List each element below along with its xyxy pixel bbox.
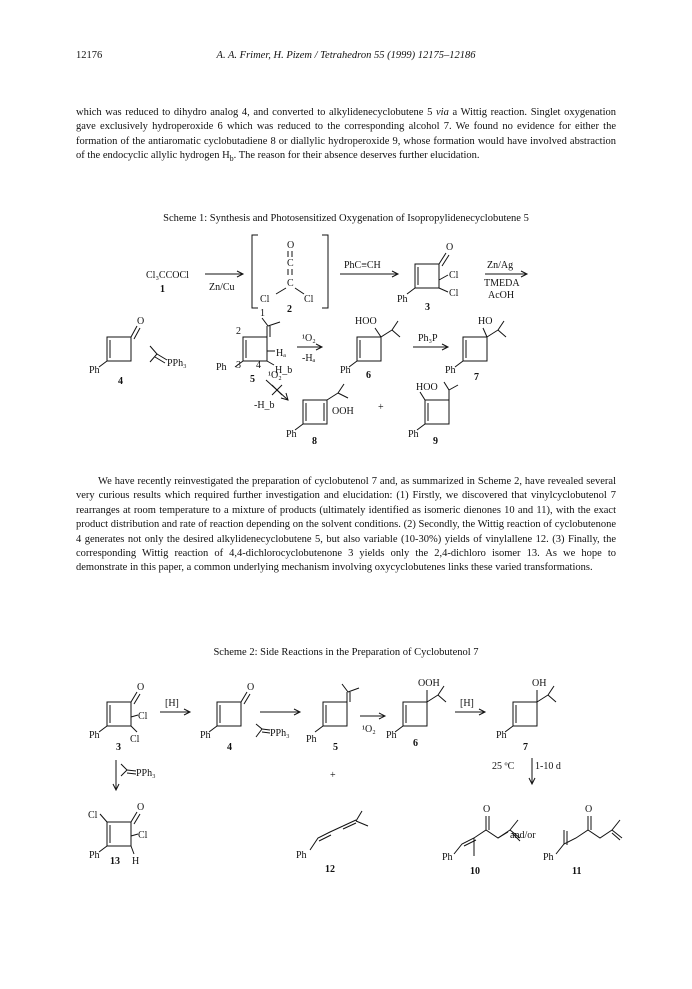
svg-text:Ph: Ph: [89, 850, 100, 861]
svg-text:O: O: [247, 682, 255, 693]
s2-compound-6-number: 6: [413, 738, 418, 749]
svg-text:O: O: [137, 682, 145, 693]
svg-text:HOO: HOO: [416, 382, 438, 393]
svg-text:Ph: Ph: [340, 365, 351, 376]
svg-text:H: H: [132, 856, 140, 867]
svg-text:Cl: Cl: [88, 810, 98, 821]
svg-text:Ph: Ph: [397, 294, 408, 305]
svg-text:PPh₃: PPh₃: [167, 358, 187, 369]
compound-6-number: 6: [366, 370, 371, 381]
scheme2-caption: Scheme 2: Side Reactions in the Preparation of Cyclobutenol 7: [213, 647, 479, 658]
svg-text:Zn/Ag: Zn/Ag: [487, 260, 514, 271]
svg-text:Ph: Ph: [543, 852, 554, 863]
scheme2-figure: [0, 662, 692, 907]
svg-text:and/or: and/or: [510, 830, 536, 841]
svg-text:OOH: OOH: [418, 678, 440, 689]
compound-2-number: 2: [287, 304, 292, 315]
svg-text:HO: HO: [478, 316, 493, 327]
svg-text:25 ºC: 25 ºC: [492, 761, 515, 772]
svg-text:Cl: Cl: [449, 288, 459, 299]
compound-4-number: 4: [118, 376, 123, 387]
svg-text:TMEDA: TMEDA: [484, 278, 520, 289]
svg-text:OH: OH: [532, 678, 547, 689]
svg-text:O: O: [585, 804, 593, 815]
svg-text:1: 1: [260, 308, 265, 319]
compound-10-number: 10: [470, 866, 480, 877]
svg-text:O: O: [137, 316, 145, 327]
svg-text:+: +: [330, 770, 336, 781]
svg-text:Cl: Cl: [138, 711, 148, 722]
svg-text:Cl: Cl: [449, 270, 459, 281]
svg-text:¹O₂: ¹O₂: [362, 724, 376, 735]
paragraph-intro: which was reduced to dihydro analog 4, and converted to alkylidenecyclobutene 5 via a Wittig reaction. Singlet oxygenation gave exclusively hydroperoxide 6 which was reduced to the corresponding alcohol 7. We found no evidence for either the formation of the antiaromatic cyclobutadiene 8 or diallylic hydroperoxide 9, whose formation would have involved abstraction of the endocyclic allylic hydrogen $H_b$. The reason for their absence deserves further elucidation.: [76, 107, 616, 164]
svg-text:2: 2: [236, 326, 241, 337]
compound-3-number: 3: [425, 302, 430, 313]
svg-text:4: 4: [256, 360, 261, 371]
svg-text:AcOH: AcOH: [488, 290, 515, 301]
page-number: 12176: [76, 50, 103, 61]
svg-text:Ph₃P: Ph₃P: [418, 333, 438, 344]
s2-compound-3-number: 3: [116, 742, 121, 753]
svg-text:Ph: Ph: [296, 850, 307, 861]
svg-text:Ph: Ph: [286, 429, 297, 440]
svg-text:PPh₃: PPh₃: [270, 728, 290, 739]
svg-text:Ph: Ph: [408, 429, 419, 440]
svg-text:Cl: Cl: [260, 294, 270, 305]
svg-text:Ph: Ph: [89, 365, 100, 376]
svg-text:¹O₂: ¹O₂: [302, 333, 316, 344]
svg-text:Ph: Ph: [496, 730, 507, 741]
compound-1-number: 1: [160, 284, 165, 295]
svg-text:O: O: [483, 804, 491, 815]
svg-text:1-10 d: 1-10 d: [535, 761, 561, 772]
svg-text:¹O₂: ¹O₂: [268, 370, 282, 381]
svg-text:Ph: Ph: [386, 730, 397, 741]
compound-8-number: 8: [312, 436, 317, 447]
svg-text:Ph: Ph: [89, 730, 100, 741]
s2-compound-4-number: 4: [227, 742, 232, 753]
compound-7-number: 7: [474, 372, 479, 383]
svg-text:Cl: Cl: [304, 294, 314, 305]
scheme1-figure: [0, 230, 692, 465]
running-title: A. A. Frimer, H. Pizem / Tetrahedron 55 (1999) 12175–12186: [216, 50, 476, 61]
svg-text:[H]: [H]: [165, 698, 179, 709]
svg-text:Ph: Ph: [445, 365, 456, 376]
compound-11-number: 11: [572, 866, 582, 877]
svg-text:Cl: Cl: [130, 734, 140, 745]
compound-13-number: 13: [110, 856, 120, 867]
svg-text:C: C: [287, 258, 294, 269]
svg-text:Ph: Ph: [216, 362, 227, 373]
svg-text:HOO: HOO: [355, 316, 377, 327]
compound-9-number: 9: [433, 436, 438, 447]
svg-text:-H_b: -H_b: [254, 400, 275, 411]
svg-text:Hₐ: Hₐ: [276, 348, 286, 359]
svg-text:3: 3: [236, 360, 241, 371]
paragraph-reinvestigation: We have recently reinvestigated the preparation of cyclobutenol 7 and, as summarized in Scheme 2, have revealed several very curious results which required further investigation and elucidation: (1) Firstly, we discovered that vinylcyclobutenol 7 rearranges at room temperature to a mixture of products (ultimately identified as isomeric dienones 10 and 11), with the exact product distribution and rate of reaction depending on the solvent conditions. (2) Secondly, the Wittig reaction of cyclobutenone 4 generates not only the desired alkylidenecyclobutene 5, but also variable (10-30%) yields of vinylallene 12. (3) Finally, the corresponding Wittig reaction of 4,4-dichlorocyclobutenone 3 yields only the 2,4-dichloro isomer 13. As we hope to demonstrate in this paper, a common underlying mechanism involving oxycyclobutenes links these varied transformations.: [76, 476, 616, 574]
svg-text:H_b: H_b: [275, 365, 293, 376]
svg-text:OOH: OOH: [332, 406, 354, 417]
scheme1-caption: Scheme 1: Synthesis and Photosensitized Oxygenation of Isopropylidenecyclobutene 5: [163, 213, 529, 224]
svg-text:Cl: Cl: [138, 830, 148, 841]
svg-text:[H]: [H]: [460, 698, 474, 709]
reagent-zncu: Zn/Cu: [209, 282, 235, 293]
s2-compound-7-number: 7: [523, 742, 528, 753]
svg-text:O: O: [137, 802, 145, 813]
compound-12-number: 12: [325, 864, 335, 875]
s2-compound-5-number: 5: [333, 742, 338, 753]
svg-text:Ph: Ph: [200, 730, 211, 741]
reagent-phcch: PhC≡CH: [344, 260, 381, 271]
svg-text:O: O: [446, 242, 454, 253]
reagent-cl3ccocl: Cl₃CCOCl: [146, 270, 189, 281]
svg-text:-Hₐ: -Hₐ: [302, 353, 316, 364]
svg-text:O: O: [287, 240, 295, 251]
svg-text:PPh₃: PPh₃: [136, 768, 156, 779]
svg-text:Ph: Ph: [442, 852, 453, 863]
svg-text:Ph: Ph: [306, 734, 317, 745]
svg-text:C: C: [287, 278, 294, 289]
svg-text:+: +: [378, 402, 384, 413]
compound-5-number: 5: [250, 374, 255, 385]
